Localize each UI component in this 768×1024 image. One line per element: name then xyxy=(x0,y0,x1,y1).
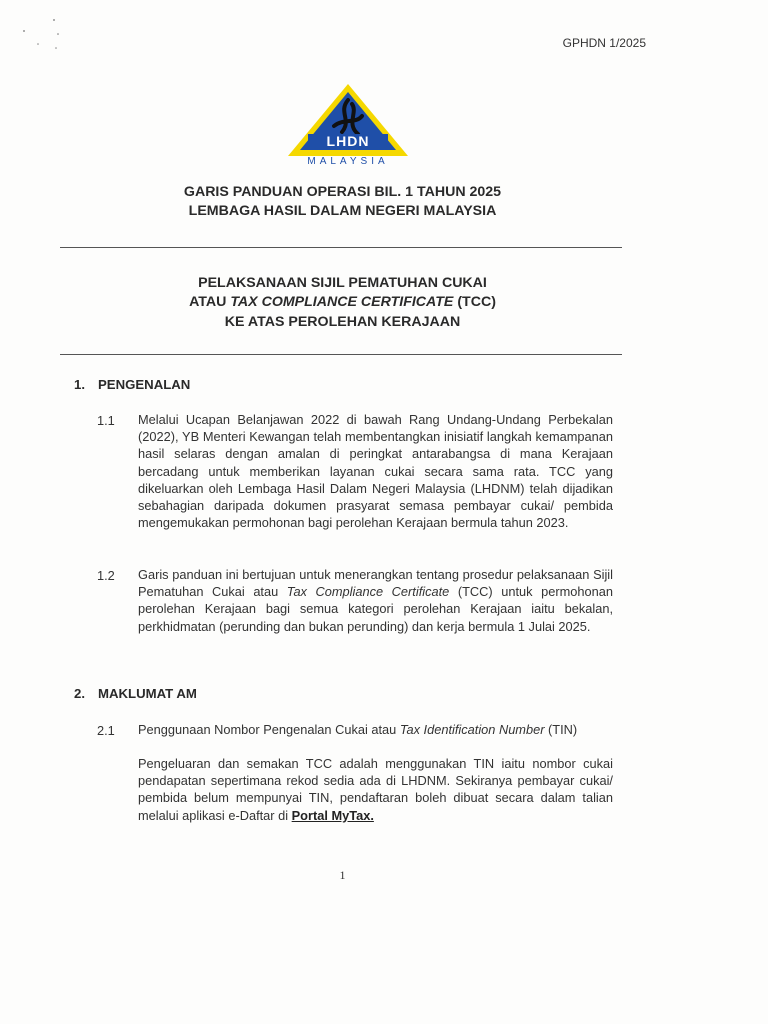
section-number-2: 2. xyxy=(74,686,85,701)
paragraph-number-2-1: 2.1 xyxy=(97,723,115,738)
logo-subtext: MALAYSIA xyxy=(307,156,389,167)
section-heading-1 xyxy=(74,377,190,392)
section-number-1: 1. xyxy=(74,377,85,392)
paragraph-1-2-italic: Tax Compliance Certificate xyxy=(286,584,450,600)
section-title-1: PENGENALAN xyxy=(98,377,191,392)
subject-line-1: PELAKSANAAN SIJIL PEMATUHAN CUKAI xyxy=(198,275,487,291)
paragraph-number-1-2: 1.2 xyxy=(97,568,115,583)
heading-line-2: LEMBAGA HASIL DALAM NEGERI MALAYSIA xyxy=(188,203,497,219)
paragraph-1-2 xyxy=(138,566,613,635)
paragraph-2-1-text-a: Penggunaan Nombor Pengenalan Cukai atau xyxy=(138,722,400,737)
paragraph-1-2-text-a: Garis panduan ini bertujuan untuk menerangkan tentang prosedur pelaksanaan Sijil Pematuhan Cukai atau xyxy=(138,567,613,600)
heading-line-1: GARIS PANDUAN OPERASI BIL. 1 TAHUN 2025 xyxy=(183,184,502,200)
scan-specks xyxy=(18,16,78,56)
paragraph-2-1-body xyxy=(138,755,613,824)
subject-line-2-italic: TAX COMPLIANCE CERTIFICATE xyxy=(230,294,454,310)
paragraph-2-1 xyxy=(138,721,613,738)
subject-line-2-prefix: ATAU xyxy=(189,294,231,310)
document-reference: GPHDN 1/2025 xyxy=(562,36,646,50)
subject-line-3: KE ATAS PEROLEHAN KERAJAAN xyxy=(224,314,461,330)
portal-mytax-link[interactable]: Portal MyTax. xyxy=(291,807,374,823)
divider-top xyxy=(60,247,622,248)
paragraph-2-1-text-b: (TIN) xyxy=(544,722,578,737)
paragraph-1-1: Melalui Ucapan Belanjawan 2022 di bawah Rang Undang-Undang Perbekalan (2022), YB Menteri Kewangan telah membentangkan inisiatif langkah kemampanan hasil selaras dengan amalan di peringkat antarabangsa di mana Kerajaan bercadang untuk memberikan layanan cukai secara sama rata. TCC yang dikeluarkan oleh Lembaga Hasil Dalam Negeri Malaysia (LHDNM) telah dijadikan sebahagian daripada dokumen prasyarat semasa pembayar cukai/ pembida mengemukakan permohonan bagi perolehan Kerajaan bermula tahun 2023. xyxy=(138,412,613,531)
section-heading-2 xyxy=(74,686,197,701)
page-number: 1 xyxy=(339,868,346,882)
paragraph-number-1-1: 1.1 xyxy=(97,413,115,428)
lhdn-logo xyxy=(282,82,414,168)
paragraph-1-2-text-b: (TCC) untuk permohonan perolehan Kerajaan bagi semua kategori perolehan Kerajaan iaitu bekalan, perkhidmatan (perunding dan bukan perunding) dan kerja bermula 1 Julai 2025. xyxy=(138,584,613,634)
subject-line-2 xyxy=(0,294,685,310)
paragraph-2-1-italic: Tax Identification Number xyxy=(399,722,545,737)
section-title-2: MAKLUMAT AM xyxy=(98,686,197,701)
paragraph-2-1-body-text: Pengeluaran dan semakan TCC adalah menggunakan TIN iaitu nombor cukai pendapatan sepertimana rekod sedia ada di LHDNM. Sekiranya pembayar cukai/ pembida belum mempunyai TIN, pendaftaran boleh dibuat secara dalam talian melalui aplikasi e-Daftar di xyxy=(138,756,613,823)
divider-bottom xyxy=(60,354,622,355)
logo-text: LHDN xyxy=(326,133,370,149)
subject-line-2-suffix: (TCC) xyxy=(453,294,496,310)
